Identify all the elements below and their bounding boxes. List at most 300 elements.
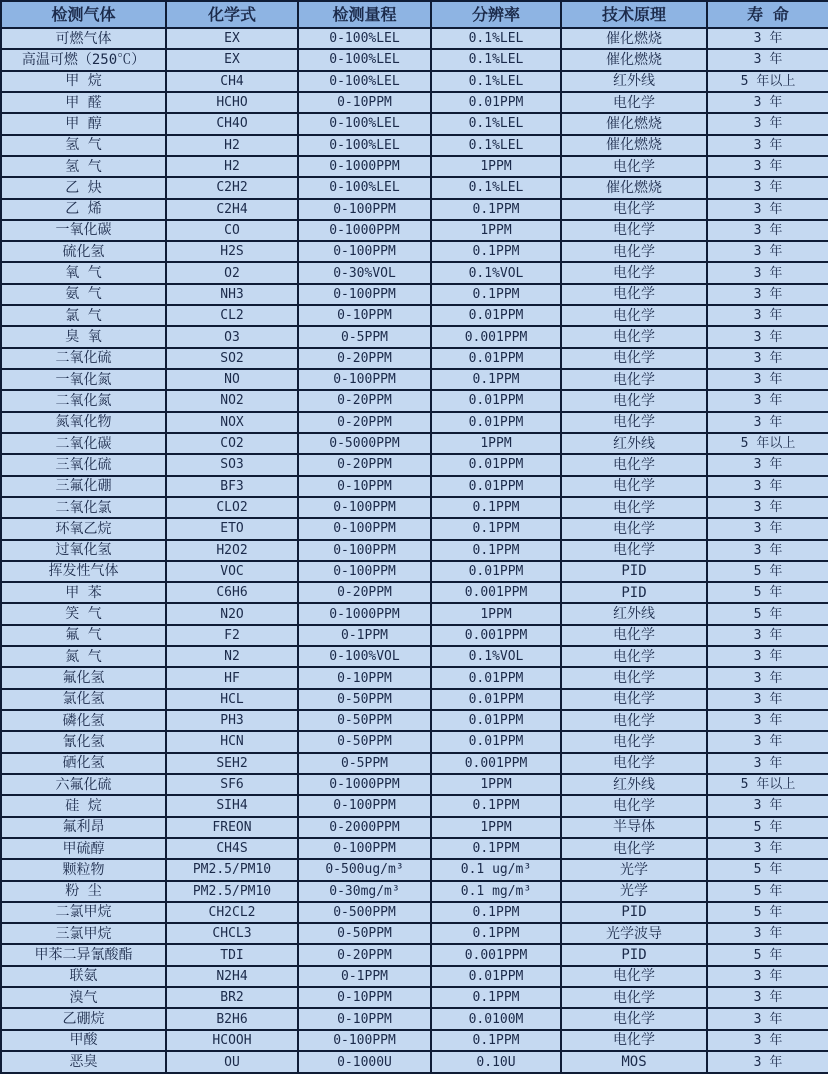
cell-lifespan: 3 年 — [707, 390, 828, 411]
cell-principle: 催化燃烧 — [561, 113, 707, 134]
cell-lifespan: 3 年 — [707, 326, 828, 347]
cell-principle: 电化学 — [561, 646, 707, 667]
cell-gas: 联氨 — [1, 966, 166, 987]
table-row — [1, 220, 828, 241]
cell-resolution: 0.01PPM — [431, 731, 561, 752]
cell-gas: 磷化氢 — [1, 710, 166, 731]
table-row — [1, 817, 828, 838]
table-row — [1, 902, 828, 923]
cell-resolution: 0.1PPM — [431, 1030, 561, 1051]
cell-resolution: 1PPM — [431, 156, 561, 177]
table-row — [1, 156, 828, 177]
cell-formula: EX — [166, 28, 298, 49]
cell-lifespan: 5 年 — [707, 582, 828, 603]
cell-principle: 电化学 — [561, 369, 707, 390]
cell-range: 0-5000PPM — [298, 433, 431, 454]
cell-principle: 电化学 — [561, 390, 707, 411]
cell-range: 0-100PPM — [298, 199, 431, 220]
cell-formula: ETO — [166, 518, 298, 539]
cell-formula: H2 — [166, 135, 298, 156]
cell-principle: 催化燃烧 — [561, 135, 707, 156]
cell-range: 0-1000PPM — [298, 156, 431, 177]
table-row — [1, 667, 828, 688]
cell-gas: 一氧化碳 — [1, 220, 166, 241]
cell-lifespan: 3 年 — [707, 753, 828, 774]
cell-range: 0-10PPM — [298, 305, 431, 326]
cell-lifespan: 5 年以上 — [707, 774, 828, 795]
cell-lifespan: 3 年 — [707, 667, 828, 688]
cell-principle: 电化学 — [561, 476, 707, 497]
cell-principle: 催化燃烧 — [561, 49, 707, 70]
cell-lifespan: 3 年 — [707, 625, 828, 646]
cell-formula: SIH4 — [166, 795, 298, 816]
cell-range: 0-20PPM — [298, 454, 431, 475]
cell-lifespan: 3 年 — [707, 646, 828, 667]
cell-formula: C2H2 — [166, 177, 298, 198]
cell-range: 0-100PPM — [298, 795, 431, 816]
cell-range: 0-50PPM — [298, 731, 431, 752]
cell-gas: 氟 气 — [1, 625, 166, 646]
cell-range: 0-100PPM — [298, 284, 431, 305]
cell-gas: 乙硼烷 — [1, 1008, 166, 1029]
cell-formula: SO3 — [166, 454, 298, 475]
cell-gas: 氰化氢 — [1, 731, 166, 752]
column-header-principle: 技术原理 — [561, 1, 707, 28]
cell-formula: CH2CL2 — [166, 902, 298, 923]
cell-gas: 甲 醇 — [1, 113, 166, 134]
cell-range: 0-100%VOL — [298, 646, 431, 667]
cell-resolution: 0.01PPM — [431, 348, 561, 369]
cell-formula: CH4S — [166, 838, 298, 859]
cell-gas: 高温可燃（250℃） — [1, 49, 166, 70]
cell-formula: N2 — [166, 646, 298, 667]
cell-gas: 溴气 — [1, 987, 166, 1008]
cell-formula: NO2 — [166, 390, 298, 411]
cell-resolution: 0.001PPM — [431, 753, 561, 774]
cell-formula: FREON — [166, 817, 298, 838]
cell-formula: CL2 — [166, 305, 298, 326]
cell-lifespan: 3 年 — [707, 838, 828, 859]
table-row — [1, 731, 828, 752]
cell-principle: 电化学 — [561, 689, 707, 710]
table-row — [1, 1051, 828, 1073]
cell-formula: CO — [166, 220, 298, 241]
cell-resolution: 0.01PPM — [431, 476, 561, 497]
cell-range: 0-1PPM — [298, 966, 431, 987]
cell-principle: 光学 — [561, 881, 707, 902]
cell-resolution: 0.1PPM — [431, 838, 561, 859]
table-row — [1, 646, 828, 667]
cell-lifespan: 3 年 — [707, 731, 828, 752]
table-row — [1, 412, 828, 433]
cell-resolution: 0.01PPM — [431, 710, 561, 731]
table-row — [1, 753, 828, 774]
cell-formula: HF — [166, 667, 298, 688]
cell-resolution: 0.1PPM — [431, 518, 561, 539]
cell-resolution: 0.01PPM — [431, 561, 561, 582]
cell-principle: 电化学 — [561, 497, 707, 518]
cell-gas: 恶臭 — [1, 1051, 166, 1073]
cell-resolution: 0.1%VOL — [431, 646, 561, 667]
cell-principle: 电化学 — [561, 220, 707, 241]
cell-principle: 电化学 — [561, 199, 707, 220]
cell-formula: HCL — [166, 689, 298, 710]
cell-principle: 电化学 — [561, 753, 707, 774]
table-row — [1, 838, 828, 859]
table-row — [1, 689, 828, 710]
table-row — [1, 582, 828, 603]
cell-lifespan: 3 年 — [707, 113, 828, 134]
cell-lifespan: 3 年 — [707, 689, 828, 710]
cell-formula: H2O2 — [166, 540, 298, 561]
cell-lifespan: 3 年 — [707, 135, 828, 156]
cell-range: 0-100PPM — [298, 518, 431, 539]
cell-gas: 甲苯二异氰酸酯 — [1, 944, 166, 965]
cell-gas: 氟化氢 — [1, 667, 166, 688]
cell-formula: O2 — [166, 262, 298, 283]
table-row — [1, 135, 828, 156]
cell-resolution: 0.001PPM — [431, 944, 561, 965]
table-row — [1, 540, 828, 561]
cell-formula: N2H4 — [166, 966, 298, 987]
cell-gas: 氧 气 — [1, 262, 166, 283]
cell-formula: O3 — [166, 326, 298, 347]
cell-resolution: 1PPM — [431, 433, 561, 454]
cell-range: 0-20PPM — [298, 390, 431, 411]
cell-range: 0-1PPM — [298, 625, 431, 646]
column-header-formula: 化学式 — [166, 1, 298, 28]
cell-formula: N2O — [166, 603, 298, 624]
table-row — [1, 987, 828, 1008]
table-row — [1, 859, 828, 880]
cell-gas: 氮氧化物 — [1, 412, 166, 433]
table-row — [1, 774, 828, 795]
cell-principle: 红外线 — [561, 603, 707, 624]
cell-resolution: 0.10U — [431, 1051, 561, 1073]
table-row — [1, 369, 828, 390]
cell-lifespan: 3 年 — [707, 795, 828, 816]
cell-formula: SF6 — [166, 774, 298, 795]
cell-principle: PID — [561, 944, 707, 965]
cell-principle: 电化学 — [561, 518, 707, 539]
cell-formula: SO2 — [166, 348, 298, 369]
cell-principle: 电化学 — [561, 795, 707, 816]
cell-formula: C2H4 — [166, 199, 298, 220]
table-row — [1, 923, 828, 944]
table-row — [1, 1030, 828, 1051]
cell-range: 0-100PPM — [298, 540, 431, 561]
table-row — [1, 795, 828, 816]
cell-lifespan: 3 年 — [707, 1051, 828, 1073]
cell-principle: 电化学 — [561, 454, 707, 475]
table-row — [1, 305, 828, 326]
cell-lifespan: 3 年 — [707, 966, 828, 987]
table-row — [1, 284, 828, 305]
cell-principle: 电化学 — [561, 305, 707, 326]
cell-resolution: 0.1PPM — [431, 987, 561, 1008]
cell-formula: SEH2 — [166, 753, 298, 774]
table-row — [1, 497, 828, 518]
cell-gas: 乙 炔 — [1, 177, 166, 198]
cell-resolution: 0.1PPM — [431, 497, 561, 518]
table-row — [1, 49, 828, 70]
cell-gas: 甲 苯 — [1, 582, 166, 603]
table-row — [1, 476, 828, 497]
table-row — [1, 518, 828, 539]
cell-gas: 二氧化碳 — [1, 433, 166, 454]
cell-range: 0-100PPM — [298, 369, 431, 390]
cell-range: 0-1000U — [298, 1051, 431, 1073]
cell-range: 0-20PPM — [298, 582, 431, 603]
table-row — [1, 92, 828, 113]
cell-principle: 电化学 — [561, 156, 707, 177]
cell-resolution: 1PPM — [431, 817, 561, 838]
column-header-range: 检测量程 — [298, 1, 431, 28]
cell-range: 0-1000PPM — [298, 603, 431, 624]
cell-resolution: 0.1PPM — [431, 284, 561, 305]
table-row — [1, 348, 828, 369]
table-header-row — [1, 1, 828, 28]
cell-resolution: 0.1PPM — [431, 902, 561, 923]
cell-resolution: 1PPM — [431, 774, 561, 795]
cell-resolution: 1PPM — [431, 220, 561, 241]
cell-formula: B2H6 — [166, 1008, 298, 1029]
cell-gas: 硅 烷 — [1, 795, 166, 816]
cell-range: 0-20PPM — [298, 412, 431, 433]
cell-lifespan: 3 年 — [707, 305, 828, 326]
cell-range: 0-10PPM — [298, 1008, 431, 1029]
cell-range: 0-500ug/m³ — [298, 859, 431, 880]
cell-resolution: 0.001PPM — [431, 625, 561, 646]
cell-gas: 甲 醛 — [1, 92, 166, 113]
cell-range: 0-2000PPM — [298, 817, 431, 838]
cell-range: 0-500PPM — [298, 902, 431, 923]
cell-principle: 电化学 — [561, 284, 707, 305]
cell-gas: 过氧化氢 — [1, 540, 166, 561]
cell-resolution: 0.1 mg/m³ — [431, 881, 561, 902]
cell-range: 0-100PPM — [298, 497, 431, 518]
cell-gas: 三氯甲烷 — [1, 923, 166, 944]
cell-principle: PID — [561, 582, 707, 603]
cell-resolution: 0.001PPM — [431, 582, 561, 603]
cell-range: 0-10PPM — [298, 92, 431, 113]
cell-formula: BF3 — [166, 476, 298, 497]
cell-gas: 三氧化硫 — [1, 454, 166, 475]
cell-lifespan: 5 年 — [707, 944, 828, 965]
cell-formula: PM2.5/PM10 — [166, 859, 298, 880]
column-header-lifespan: 寿 命 — [707, 1, 828, 28]
cell-gas: 二氧化氯 — [1, 497, 166, 518]
cell-gas: 环氧乙烷 — [1, 518, 166, 539]
cell-resolution: 0.1PPM — [431, 241, 561, 262]
table-row — [1, 177, 828, 198]
cell-formula: TDI — [166, 944, 298, 965]
cell-resolution: 0.1%LEL — [431, 113, 561, 134]
cell-resolution: 0.1PPM — [431, 369, 561, 390]
cell-range: 0-20PPM — [298, 944, 431, 965]
cell-principle: 光学波导 — [561, 923, 707, 944]
cell-principle: 电化学 — [561, 838, 707, 859]
cell-lifespan: 3 年 — [707, 348, 828, 369]
cell-gas: 甲酸 — [1, 1030, 166, 1051]
cell-range: 0-10PPM — [298, 987, 431, 1008]
cell-lifespan: 3 年 — [707, 156, 828, 177]
cell-principle: 电化学 — [561, 241, 707, 262]
table-row — [1, 603, 828, 624]
cell-range: 0-50PPM — [298, 923, 431, 944]
cell-formula: HCN — [166, 731, 298, 752]
cell-resolution: 0.001PPM — [431, 326, 561, 347]
cell-gas: 二氧化硫 — [1, 348, 166, 369]
cell-gas: 二氯甲烷 — [1, 902, 166, 923]
cell-formula: C6H6 — [166, 582, 298, 603]
cell-gas: 氯 气 — [1, 305, 166, 326]
cell-formula: CH4O — [166, 113, 298, 134]
cell-range: 0-1000PPM — [298, 774, 431, 795]
cell-principle: 电化学 — [561, 966, 707, 987]
cell-lifespan: 3 年 — [707, 28, 828, 49]
cell-resolution: 0.01PPM — [431, 305, 561, 326]
cell-principle: 电化学 — [561, 987, 707, 1008]
cell-gas: 可燃气体 — [1, 28, 166, 49]
cell-principle: PID — [561, 902, 707, 923]
cell-lifespan: 5 年 — [707, 561, 828, 582]
cell-range: 0-100PPM — [298, 1030, 431, 1051]
cell-range: 0-5PPM — [298, 326, 431, 347]
cell-lifespan: 3 年 — [707, 241, 828, 262]
cell-resolution: 0.1%LEL — [431, 28, 561, 49]
column-header-resolution: 分辨率 — [431, 1, 561, 28]
cell-principle: 催化燃烧 — [561, 177, 707, 198]
cell-resolution: 0.01PPM — [431, 412, 561, 433]
table-row — [1, 199, 828, 220]
cell-resolution: 0.1PPM — [431, 199, 561, 220]
cell-lifespan: 3 年 — [707, 476, 828, 497]
cell-range: 0-30mg/m³ — [298, 881, 431, 902]
cell-gas: 挥发性气体 — [1, 561, 166, 582]
cell-principle: MOS — [561, 1051, 707, 1073]
cell-gas: 乙 烯 — [1, 199, 166, 220]
cell-range: 0-100PPM — [298, 241, 431, 262]
cell-principle: 电化学 — [561, 731, 707, 752]
cell-gas: 氨 气 — [1, 284, 166, 305]
cell-resolution: 0.0100M — [431, 1008, 561, 1029]
cell-lifespan: 3 年 — [707, 497, 828, 518]
cell-lifespan: 3 年 — [707, 518, 828, 539]
cell-gas: 三氟化硼 — [1, 476, 166, 497]
cell-range: 0-20PPM — [298, 348, 431, 369]
cell-resolution: 0.1PPM — [431, 923, 561, 944]
cell-principle: 电化学 — [561, 262, 707, 283]
cell-range: 0-100%LEL — [298, 113, 431, 134]
cell-lifespan: 3 年 — [707, 987, 828, 1008]
cell-gas: 甲硫醇 — [1, 838, 166, 859]
cell-lifespan: 3 年 — [707, 454, 828, 475]
cell-principle: 电化学 — [561, 710, 707, 731]
cell-gas: 甲 烷 — [1, 71, 166, 92]
cell-formula: EX — [166, 49, 298, 70]
cell-resolution: 0.01PPM — [431, 966, 561, 987]
cell-gas: 氯化氢 — [1, 689, 166, 710]
cell-lifespan: 5 年 — [707, 817, 828, 838]
cell-formula: F2 — [166, 625, 298, 646]
cell-lifespan: 3 年 — [707, 220, 828, 241]
cell-principle: 催化燃烧 — [561, 28, 707, 49]
table-row — [1, 1008, 828, 1029]
cell-gas: 氢 气 — [1, 135, 166, 156]
cell-gas: 硒化氢 — [1, 753, 166, 774]
cell-range: 0-30%VOL — [298, 262, 431, 283]
cell-formula: CO2 — [166, 433, 298, 454]
cell-principle: 电化学 — [561, 667, 707, 688]
cell-gas: 一氧化氮 — [1, 369, 166, 390]
cell-lifespan: 5 年 — [707, 603, 828, 624]
cell-gas: 六氟化硫 — [1, 774, 166, 795]
cell-formula: H2 — [166, 156, 298, 177]
cell-range: 0-1000PPM — [298, 220, 431, 241]
table-row — [1, 710, 828, 731]
cell-gas: 二氧化氮 — [1, 390, 166, 411]
cell-principle: 电化学 — [561, 326, 707, 347]
cell-formula: OU — [166, 1051, 298, 1073]
cell-principle: 电化学 — [561, 540, 707, 561]
cell-principle: 红外线 — [561, 774, 707, 795]
cell-principle: 电化学 — [561, 92, 707, 113]
cell-principle: 电化学 — [561, 1008, 707, 1029]
cell-formula: HCHO — [166, 92, 298, 113]
cell-range: 0-100PPM — [298, 561, 431, 582]
cell-formula: HCOOH — [166, 1030, 298, 1051]
cell-gas: 氮 气 — [1, 646, 166, 667]
cell-lifespan: 5 年 — [707, 902, 828, 923]
table-row — [1, 113, 828, 134]
cell-resolution: 0.1%LEL — [431, 71, 561, 92]
cell-lifespan: 5 年 — [707, 859, 828, 880]
cell-lifespan: 3 年 — [707, 540, 828, 561]
cell-lifespan: 3 年 — [707, 262, 828, 283]
cell-gas: 颗粒物 — [1, 859, 166, 880]
cell-lifespan: 3 年 — [707, 369, 828, 390]
cell-resolution: 0.1PPM — [431, 795, 561, 816]
cell-gas: 氢 气 — [1, 156, 166, 177]
cell-principle: 光学 — [561, 859, 707, 880]
cell-principle: 电化学 — [561, 625, 707, 646]
cell-formula: H2S — [166, 241, 298, 262]
cell-resolution: 0.1%LEL — [431, 135, 561, 156]
cell-formula: PM2.5/PM10 — [166, 881, 298, 902]
cell-principle: 半导体 — [561, 817, 707, 838]
cell-principle: 电化学 — [561, 412, 707, 433]
table-row — [1, 241, 828, 262]
table-row — [1, 390, 828, 411]
table-row — [1, 262, 828, 283]
table-row — [1, 454, 828, 475]
table-row — [1, 625, 828, 646]
cell-lifespan: 3 年 — [707, 177, 828, 198]
cell-range: 0-100%LEL — [298, 71, 431, 92]
cell-lifespan: 3 年 — [707, 1008, 828, 1029]
cell-range: 0-10PPM — [298, 667, 431, 688]
cell-formula: VOC — [166, 561, 298, 582]
cell-formula: NO — [166, 369, 298, 390]
cell-gas: 粉 尘 — [1, 881, 166, 902]
cell-principle: 电化学 — [561, 348, 707, 369]
cell-range: 0-50PPM — [298, 710, 431, 731]
cell-resolution: 0.01PPM — [431, 454, 561, 475]
cell-gas: 笑 气 — [1, 603, 166, 624]
cell-lifespan: 5 年以上 — [707, 433, 828, 454]
cell-resolution: 0.1%LEL — [431, 49, 561, 70]
